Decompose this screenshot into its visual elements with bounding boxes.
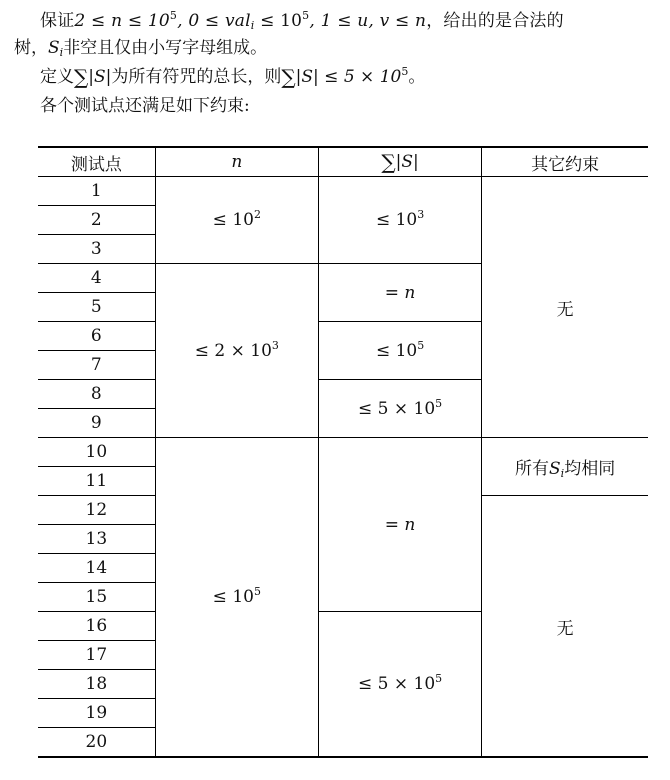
header-n: n bbox=[155, 147, 318, 177]
math-sub: i bbox=[250, 19, 255, 32]
n-exp: 5 bbox=[253, 585, 261, 598]
testcase-number: 19 bbox=[38, 699, 155, 728]
s-cell bbox=[318, 322, 481, 380]
constraint-line-2 bbox=[14, 37, 670, 59]
sigma-symbol: ∑ bbox=[281, 65, 296, 89]
s-bound: ≤ 10 bbox=[375, 340, 418, 361]
other-text: 均相同 bbox=[564, 459, 616, 479]
other-text: 所有 bbox=[515, 459, 550, 479]
n-cell bbox=[155, 438, 318, 758]
n-bound: ≤ 10 bbox=[212, 210, 254, 230]
math-abs-s: |S| bbox=[395, 152, 419, 172]
text-guarantee: 保证 bbox=[40, 11, 75, 31]
math-abs-s: |S| bbox=[88, 67, 112, 87]
testcase-number: 1 bbox=[38, 177, 155, 206]
testcase-number: 18 bbox=[38, 670, 155, 699]
testcase-number: 5 bbox=[38, 293, 155, 322]
math-uv-range: , 1 ≤ u, v ≤ n bbox=[309, 11, 427, 31]
testcase-number: 6 bbox=[38, 322, 155, 351]
s-exp: 5 bbox=[435, 672, 443, 685]
testcase-number: 7 bbox=[38, 351, 155, 380]
definition-line bbox=[40, 66, 670, 88]
math-s: S bbox=[549, 459, 561, 479]
constraints-table bbox=[38, 146, 648, 758]
testcase-number: 9 bbox=[38, 409, 155, 438]
s-exp: 5 bbox=[435, 396, 443, 410]
n-exp: 2 bbox=[253, 208, 261, 221]
text-tree: 树， bbox=[14, 38, 48, 58]
sigma-symbol: ∑ bbox=[381, 150, 396, 174]
s-bound: ≤ 5 × 10 bbox=[358, 674, 436, 694]
testcase-number: 4 bbox=[38, 264, 155, 293]
other-cell bbox=[482, 438, 648, 496]
s-cell bbox=[318, 612, 481, 758]
sigma-symbol: ∑ bbox=[74, 65, 89, 89]
header-other: 其它约束 bbox=[482, 147, 648, 177]
testcase-number: 14 bbox=[38, 554, 155, 583]
s-cell bbox=[318, 380, 481, 438]
table-intro: 各个测试点还满足如下约束: bbox=[40, 96, 250, 116]
s-exp: 5 bbox=[417, 338, 425, 352]
testcase-number: 17 bbox=[38, 641, 155, 670]
math-exp: 5 bbox=[169, 9, 178, 22]
header-testcase: 测试点 bbox=[38, 147, 155, 177]
testcase-number: 20 bbox=[38, 728, 155, 758]
testcase-number: 11 bbox=[38, 467, 155, 496]
s-cell bbox=[318, 264, 481, 322]
testcase-number: 2 bbox=[38, 206, 155, 235]
table-row bbox=[38, 438, 648, 467]
math-n-range: 2 ≤ n ≤ 10 bbox=[74, 11, 170, 31]
n-bound: ≤ 10 bbox=[212, 587, 254, 607]
n-cell bbox=[155, 177, 318, 264]
table-header-row bbox=[38, 147, 648, 177]
math-exp: 5 bbox=[401, 65, 409, 78]
testcase-number: 12 bbox=[38, 496, 155, 525]
testcase-number: 3 bbox=[38, 235, 155, 264]
text-valid-tree: ，给出的是合法的 bbox=[426, 11, 564, 31]
s-bound: ≤ 10 bbox=[375, 210, 418, 230]
n-bound: ≤ 2 × 10 bbox=[194, 340, 272, 361]
text-period: 。 bbox=[408, 67, 426, 87]
s-bound: = n bbox=[384, 514, 416, 535]
s-cell bbox=[318, 177, 481, 264]
math-val-bound: ≤ 10 bbox=[254, 11, 303, 31]
math-val-range: , 0 ≤ val bbox=[177, 11, 251, 31]
other-cell: 无 bbox=[482, 496, 648, 758]
testcase-number: 8 bbox=[38, 380, 155, 409]
s-bound: = n bbox=[384, 282, 416, 303]
testcase-number: 13 bbox=[38, 525, 155, 554]
n-cell bbox=[155, 264, 318, 438]
testcase-number: 10 bbox=[38, 438, 155, 467]
s-exp: 3 bbox=[417, 208, 425, 221]
n-exp: 3 bbox=[271, 338, 279, 352]
math-s: S bbox=[48, 38, 60, 58]
testcase-number: 16 bbox=[38, 612, 155, 641]
text-total-length: 为所有符咒的总长，则 bbox=[111, 67, 282, 87]
s-cell bbox=[318, 438, 481, 612]
other-cell: 无 bbox=[482, 177, 648, 438]
math-sub: i bbox=[59, 46, 64, 59]
testcase-number: 15 bbox=[38, 583, 155, 612]
text-lowercase: 非空且仅由小写字母组成。 bbox=[63, 38, 268, 58]
header-sum-s bbox=[318, 147, 481, 177]
text-define: 定义 bbox=[40, 67, 74, 87]
math-exp: 5 bbox=[302, 9, 310, 22]
math-total-bound: |S| ≤ 5 × 10 bbox=[295, 67, 402, 87]
s-bound: ≤ 5 × 10 bbox=[358, 398, 436, 419]
math-sub: i bbox=[560, 467, 565, 480]
table-row bbox=[38, 177, 648, 206]
constraint-line-1 bbox=[40, 10, 670, 32]
